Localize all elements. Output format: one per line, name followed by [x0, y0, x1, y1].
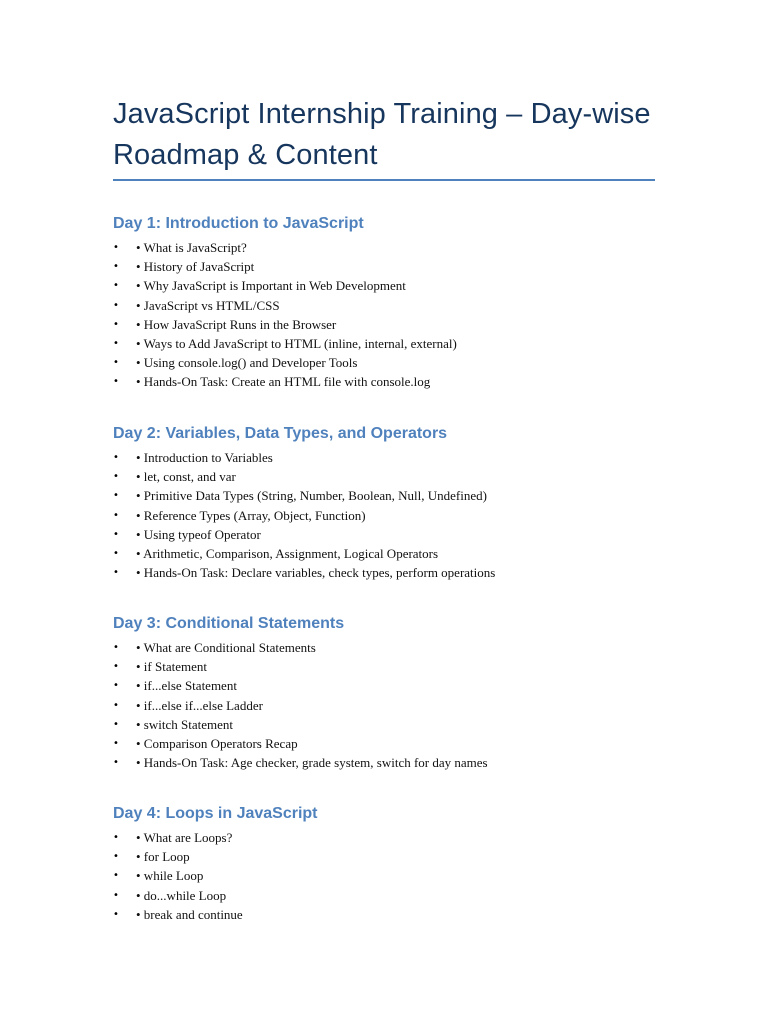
- list-item-text: • do...while Loop: [136, 887, 227, 903]
- bullet-icon: •: [113, 376, 119, 388]
- bullet-icon: •: [113, 851, 119, 863]
- list-item: [113, 257, 713, 276]
- bullet-icon: •: [113, 908, 119, 920]
- bullet-icon: •: [113, 870, 119, 882]
- bullet-icon: •: [113, 490, 119, 502]
- list-item-text: • Reference Types (Array, Object, Function): [136, 507, 366, 523]
- topic-list: [113, 448, 713, 582]
- list-item: [113, 847, 713, 866]
- list-item-text: • Hands-On Task: Declare variables, check types, perform operations: [136, 565, 496, 581]
- list-item: [113, 828, 713, 847]
- section-day-1: [113, 214, 713, 392]
- list-item: [113, 753, 713, 772]
- bullet-icon: •: [113, 567, 119, 579]
- list-item-text: • Arithmetic, Comparison, Assignment, Logical Operators: [136, 545, 439, 561]
- list-item: [113, 486, 713, 505]
- bullet-icon: •: [113, 318, 119, 330]
- topic-list: [113, 828, 713, 924]
- bullet-icon: •: [113, 889, 119, 901]
- bullet-icon: •: [113, 280, 119, 292]
- list-item: [113, 696, 713, 715]
- list-item-text: • switch Statement: [136, 716, 233, 732]
- list-item: [113, 657, 713, 676]
- bullet-icon: •: [113, 737, 119, 749]
- list-item-text: • for Loop: [136, 849, 190, 865]
- list-item-text: • Hands-On Task: Age checker, grade system, switch for day names: [136, 755, 488, 771]
- section-heading: Day 3: Conditional Statements: [113, 615, 345, 632]
- section-day-2: [113, 424, 713, 582]
- section-heading: Day 2: Variables, Data Types, and Operators: [113, 425, 448, 442]
- list-item-text: • Ways to Add JavaScript to HTML (inline, internal, external): [136, 335, 457, 351]
- list-item-text: • if...else Statement: [136, 678, 237, 694]
- list-item: [113, 506, 713, 525]
- bullet-icon: •: [113, 547, 119, 559]
- list-item: [113, 334, 713, 353]
- bullet-icon: •: [113, 337, 119, 349]
- list-item-text: • What are Loops?: [136, 830, 233, 845]
- list-item: [113, 638, 713, 657]
- list-item: [113, 563, 713, 582]
- list-item: [113, 467, 713, 486]
- list-item-text: • What are Conditional Statements: [136, 640, 316, 655]
- section-heading: Day 4: Loops in JavaScript: [113, 805, 318, 822]
- bullet-icon: •: [113, 357, 119, 369]
- document-title: JavaScript Internship Training – Day-wise Roadmap & Content: [113, 98, 651, 171]
- bullet-icon: •: [113, 757, 119, 769]
- topic-list: [113, 238, 713, 392]
- list-item-text: • How JavaScript Runs in the Browser: [136, 316, 337, 332]
- bullet-icon: •: [113, 299, 119, 311]
- list-item: [113, 315, 713, 334]
- list-item-text: • Using console.log() and Developer Tools: [136, 355, 358, 371]
- list-item: [113, 238, 713, 257]
- list-item-text: • History of JavaScript: [136, 259, 255, 275]
- bullet-icon: •: [113, 718, 119, 730]
- list-item: [113, 276, 713, 295]
- list-item-text: • while Loop: [136, 868, 204, 884]
- list-item: [113, 866, 713, 885]
- list-item: [113, 372, 713, 391]
- bullet-icon: •: [113, 699, 119, 711]
- list-item-text: • Using typeof Operator: [136, 526, 261, 542]
- list-item-text: • What is JavaScript?: [136, 240, 247, 255]
- bullet-icon: •: [113, 452, 119, 463]
- title-underline: [113, 179, 655, 181]
- list-item-text: • JavaScript vs HTML/CSS: [136, 297, 280, 313]
- list-item: [113, 448, 713, 467]
- list-item-text: • if Statement: [136, 659, 207, 675]
- bullet-icon: •: [113, 661, 119, 673]
- topic-list: [113, 638, 713, 772]
- list-item-text: • Primitive Data Types (String, Number, Boolean, Null, Undefined): [136, 488, 487, 504]
- bullet-icon: •: [113, 680, 119, 692]
- bullet-icon: •: [113, 509, 119, 521]
- list-item-text: • let, const, and var: [136, 469, 236, 485]
- bullet-icon: •: [113, 471, 119, 483]
- bullet-icon: •: [113, 242, 119, 253]
- list-item-text: • if...else if...else Ladder: [136, 697, 263, 713]
- list-item: [113, 715, 713, 734]
- list-item-text: • Comparison Operators Recap: [136, 735, 298, 751]
- list-item: [113, 905, 713, 924]
- bullet-icon: •: [113, 528, 119, 540]
- list-item: [113, 296, 713, 315]
- list-item-text: • break and continue: [136, 906, 243, 922]
- bullet-icon: •: [113, 642, 119, 653]
- bullet-icon: •: [113, 261, 119, 273]
- list-item: [113, 676, 713, 695]
- list-item-text: • Introduction to Variables: [136, 450, 273, 465]
- list-item-text: • Hands-On Task: Create an HTML file with console.log: [136, 374, 431, 390]
- section-heading: Day 1: Introduction to JavaScript: [113, 215, 364, 232]
- section-day-3: [113, 614, 713, 772]
- list-item: [113, 544, 713, 563]
- list-item-text: • Why JavaScript is Important in Web Development: [136, 278, 406, 294]
- list-item: [113, 886, 713, 905]
- list-item: [113, 525, 713, 544]
- list-item: [113, 353, 713, 372]
- section-day-4: [113, 804, 713, 924]
- bullet-icon: •: [113, 832, 119, 843]
- list-item: [113, 734, 713, 753]
